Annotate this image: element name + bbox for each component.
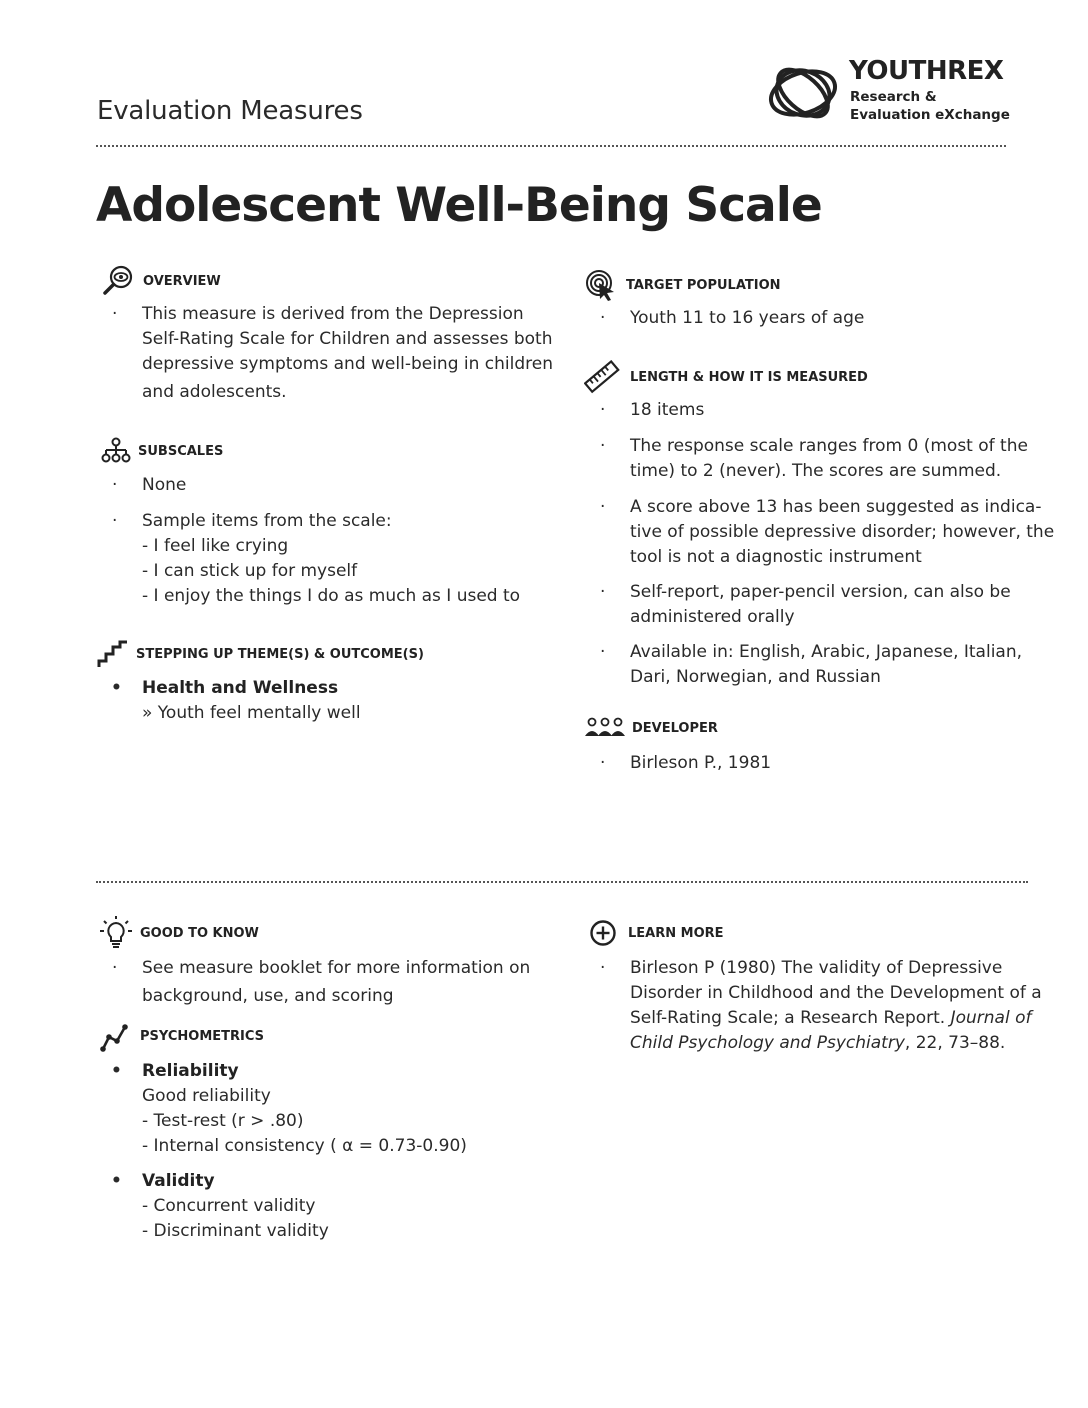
text-line: - I feel like crying [142, 536, 289, 556]
good-to-know-heading-text: GOOD TO KNOW [140, 925, 259, 941]
psychometrics-item [111, 1059, 467, 1159]
people-group-icon [584, 714, 626, 742]
stepping-heading-text: STEPPING UP THEME(S) & OUTCOME(S) [136, 646, 424, 662]
citation-text: , 22, 73–88. [904, 1033, 1006, 1053]
text-line: Good reliability [142, 1086, 271, 1106]
text-line: tive of possible depressive disorder; however, the [630, 522, 1055, 542]
subscales-item [112, 473, 187, 498]
text-line: - Test-rest (r > .80) [142, 1111, 304, 1131]
bullet: · [112, 475, 118, 495]
subscales-heading [100, 436, 223, 466]
text-line: time) to 2 (never). The scores are summed. [630, 461, 1002, 481]
psychometrics-heading [98, 1020, 264, 1052]
text-line: tool is not a diagnostic instrument [630, 547, 922, 567]
text-line: - Concurrent validity [142, 1196, 316, 1216]
bullet: · [600, 436, 606, 456]
text-line: background, use, and scoring [142, 986, 394, 1006]
text-line: Dari, Norwegian, and Russian [630, 667, 881, 687]
learn-more-item [600, 956, 1042, 1056]
text-line: See measure booklet for more information on [142, 958, 531, 978]
text-line: depressive symptoms and well-being in children [142, 354, 554, 374]
text-line: Youth 11 to 16 years of age [630, 308, 865, 328]
target-heading-text: TARGET POPULATION [626, 277, 781, 293]
theme-label: Health and Wellness [142, 678, 339, 698]
text-line [630, 1006, 1042, 1031]
bullet: · [600, 753, 606, 773]
text-line: - I can stick up for myself [142, 561, 358, 581]
text-line: Disorder in Childhood and the Development of a [630, 983, 1042, 1003]
psychometrics-heading-text: PSYCHOMETRICS [140, 1028, 264, 1044]
line-graph-icon [98, 1020, 134, 1052]
text-line: The response scale ranges from 0 (most of the [630, 436, 1028, 456]
target-item [600, 306, 865, 331]
psychometrics-item [111, 1169, 329, 1244]
developer-heading [584, 714, 718, 742]
text-line: A score above 13 has been suggested as indica- [630, 497, 1042, 517]
reliability-label: Reliability [142, 1061, 239, 1081]
stairs-icon [96, 639, 130, 669]
target-pointer-icon [584, 268, 618, 302]
text-line: Self-report, paper-pencil version, can also be [630, 582, 1011, 602]
lightbulb-icon [98, 914, 134, 952]
bullet: · [600, 958, 606, 978]
developer-heading-text: DEVELOPER [632, 720, 718, 736]
overview-heading-text: OVERVIEW [143, 273, 221, 289]
text-line: None [142, 475, 187, 495]
section-divider [96, 881, 1028, 883]
overview-item [112, 302, 554, 405]
bullet: · [112, 511, 118, 531]
logo-sub-line: Evaluation eXchange [850, 107, 1010, 123]
text-line: Self-Rating Scale for Children and assesses both [142, 329, 553, 349]
magnifier-eye-icon [101, 266, 135, 296]
text-line: Sample items from the scale: [142, 511, 392, 531]
outcome-line: » Youth feel mentally well [142, 703, 361, 723]
section-label: Evaluation Measures [97, 96, 363, 126]
text-line: - Internal consistency ( α = 0.73-0.90) [142, 1136, 467, 1156]
learn-more-heading [588, 918, 724, 948]
text-line: 18 items [630, 400, 705, 420]
bullet: · [600, 497, 606, 517]
logo-subtitle [850, 88, 1010, 124]
bullet: · [112, 958, 118, 978]
bullet: • [111, 1061, 122, 1081]
subscales-item [112, 509, 521, 609]
bullet: · [600, 400, 606, 420]
stepping-heading [96, 639, 424, 669]
learn-more-heading-text: LEARN MORE [628, 925, 724, 941]
bullet: · [600, 308, 606, 328]
text-line: - I enjoy the things I do as much as I used to [142, 586, 521, 606]
page-title: Adolescent Well-Being Scale [96, 178, 822, 233]
journal-name: Journal of [950, 1008, 1032, 1028]
target-heading [584, 268, 781, 302]
logo-name: YOUTHREX [849, 56, 1004, 86]
length-item [600, 495, 1055, 570]
journal-name: Child Psychology and Psychiatry [630, 1033, 905, 1053]
text-line: Birleson P., 1981 [630, 753, 772, 773]
orbit-logo-icon [765, 58, 843, 128]
subscales-heading-text: SUBSCALES [138, 443, 224, 459]
validity-label: Validity [142, 1171, 215, 1191]
stepping-item [111, 676, 361, 726]
length-heading-text: LENGTH & HOW IT IS MEASURED [630, 369, 868, 385]
text-line: - Discriminant validity [142, 1221, 329, 1241]
length-item [600, 398, 705, 423]
youthrex-logo [765, 56, 1010, 132]
length-item [600, 640, 1023, 690]
bullet: · [600, 582, 606, 602]
length-item [600, 434, 1028, 484]
citation-text: Self-Rating Scale; a Research Report. [630, 1008, 951, 1028]
good-to-know-item [112, 956, 531, 1009]
bullet: · [600, 642, 606, 662]
hierarchy-icon [100, 436, 132, 466]
text-line: Birleson P (1980) The validity of Depressive [630, 958, 1003, 978]
overview-heading [101, 266, 221, 296]
length-item [600, 580, 1011, 630]
good-to-know-heading [98, 914, 259, 952]
bullet: • [111, 1171, 122, 1191]
text-line: and adolescents. [142, 382, 287, 402]
header-divider [96, 145, 1006, 147]
bullet: • [111, 678, 122, 698]
developer-item [600, 751, 772, 776]
length-heading [584, 360, 868, 394]
text-line: Available in: English, Arabic, Japanese, Italian, [630, 642, 1023, 662]
text-line: administered orally [630, 607, 795, 627]
text-line [630, 1031, 1042, 1056]
ruler-icon [584, 360, 620, 394]
text-line: This measure is derived from the Depression [142, 304, 524, 324]
logo-sub-line: Research & [850, 89, 937, 105]
plus-circle-icon [588, 918, 618, 948]
bullet: · [112, 304, 118, 324]
